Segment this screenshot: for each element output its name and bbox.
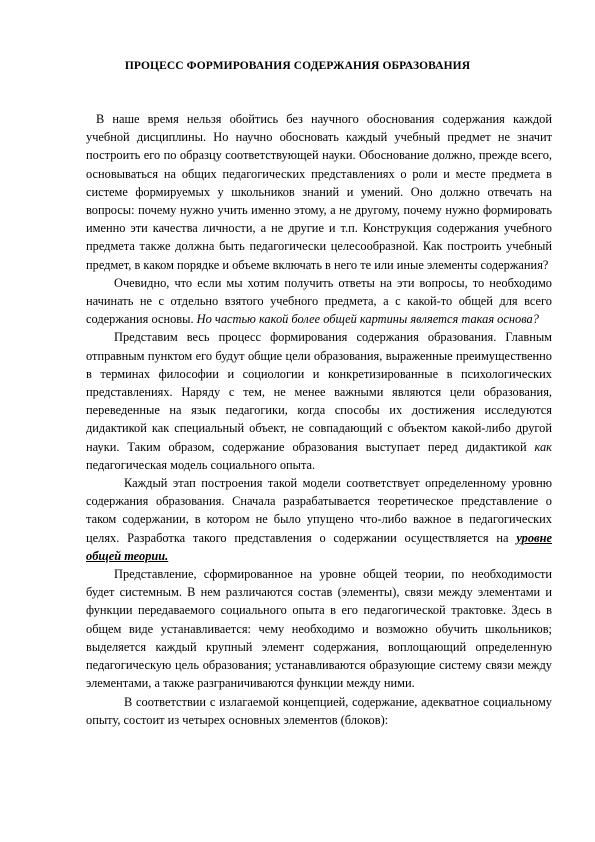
paragraph-4-emphasis: уровне общей теории. bbox=[86, 530, 552, 563]
paragraph-1: В наше время нельзя обойтись без научного обоснования содержания каждой учебной дисциплины. Но научно обосновать каждый учебный предмет не значит построить его по образцу соответствующей науки. Обоснование должно, прежде всего, основываться на общих педагогических представлениях о роли и месте предмета в системе формируемых у школьников знаний и умений. Оно должно отвечать на вопросы: почему нужно учить именно этому, а не другому, почему нужно формировать именно эти качества личности, а не другие и т.п. Конструкция содержания учебного предмета также должна быть педагогически целесообразной. Как построить учебный предмет, в каком порядке и объеме включать в него те или иные элементы содержания? bbox=[86, 112, 552, 272]
paragraph-3 bbox=[86, 328, 552, 474]
paragraph-5: Представление, сформированное на уровне общей теории, по необходимости будет системным. В нем различаются состав (элементы), связи между элементами и функции передаваемого социального опыта в его педагогической трактовке. Здесь в общем виде устанавливается: чему необходимо и возможно обучить школьников; выделяется каждый крупный элемент содержания, воплощающий определенную педагогическую цель образования; устанавливаются образующие систему связи между элементами, а также разграничиваются функции между ними. bbox=[86, 567, 552, 691]
document-body bbox=[86, 110, 552, 729]
paragraph-6: В соответствии с излагаемой концепцией, содержание, адекватное социальному опыту, состоит из четырех основных элементов (блоков): bbox=[86, 694, 552, 727]
paragraph-2-italic-question: Но частью какой более общей картины является такая основа? bbox=[196, 312, 539, 327]
paragraph-2-text: Очевидно, что если мы хотим получить ответы на эти вопросы, то необходимо начинать не с отдельно взятого учебного предмета, а с какой-то общей для всего содержания основы. bbox=[86, 275, 552, 327]
paragraph-2 bbox=[86, 274, 552, 329]
paragraph-3-text-b: педагогическая модель социального опыта. bbox=[86, 457, 316, 472]
document-title: ПРОЦЕСС ФОРМИРОВАНИЯ СОДЕРЖАНИЯ ОБРАЗОВАНИЯ bbox=[124, 60, 471, 72]
paragraph-4 bbox=[86, 474, 552, 565]
paragraph-4-text: Каждый этап построения такой модели соответствует определенному уровню содержания образования. Сначала разрабатывается теоретическое представление о таком содержании, в котором не было упущено что-либо важное в педагогических целях. Разработка такого представления о содержании осуществляется на bbox=[86, 476, 552, 545]
paragraph-3-italic-word: как bbox=[534, 439, 552, 454]
paragraph-3-text-a: Представим весь процесс формирования содержания образования. Главным отправным пунктом его будут общие цели образования, выраженные преимущественно в терминах философии и социологии и конкретизированные в психологических представлениях. Наряду с тем, не менее важными являются цели образования, переведенные на язык педагогики, когда способы их достижения исследуются дидактикой как специальный объект, не совпадающий с объектом какой-либо другой науки. Таким образом, содержание образования выступает перед дидактикой bbox=[86, 330, 552, 454]
